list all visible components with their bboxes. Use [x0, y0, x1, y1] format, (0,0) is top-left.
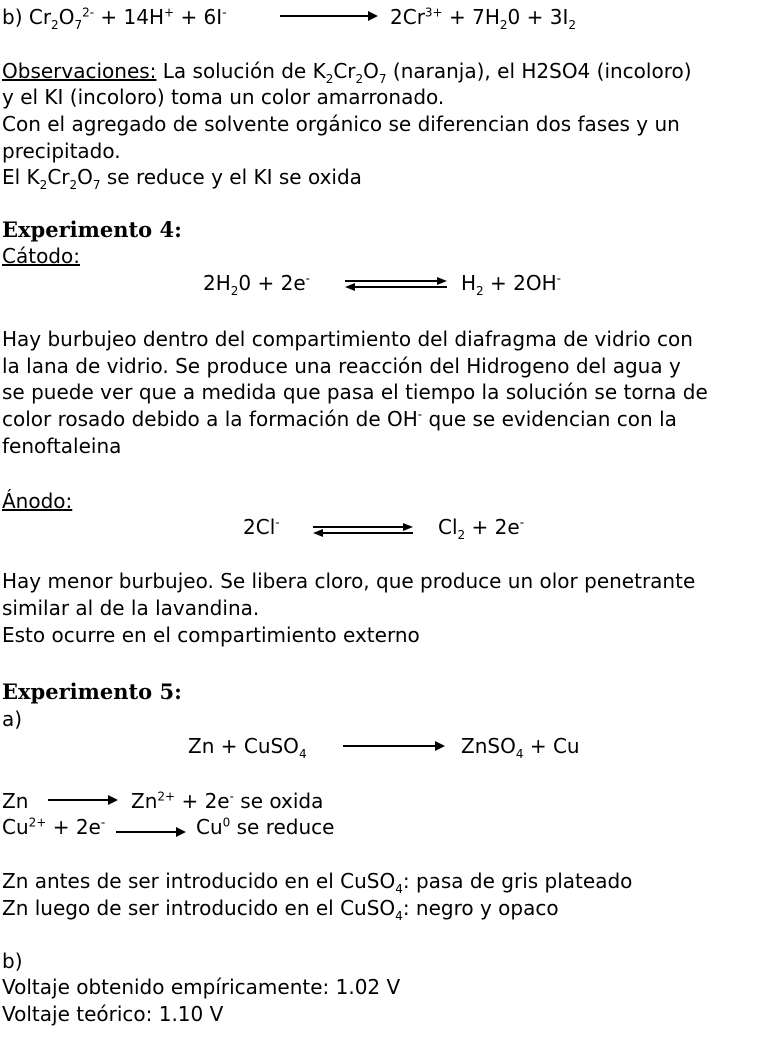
- part-a-label: a): [2, 707, 23, 731]
- observations-line-5: El $K_2Cr_2O_7$ se reduce y el KI se oxida: [2, 165, 362, 192]
- anode-eq-rhs: $Cl_2 + 2e^-$: [438, 515, 525, 542]
- zn-eq-lhs: Zn + CuSO$_4$: [188, 734, 307, 761]
- arrow-right-icon: [280, 8, 380, 24]
- observations-line-4: precipitado.: [2, 139, 121, 163]
- eq-b-lhs: $Cr_2O_7^{2-} + 14H^+ + 6I^-$: [28, 5, 227, 32]
- arrow-right-icon: [48, 792, 120, 808]
- zn-half-lhs: Zn: [2, 789, 29, 813]
- cathode-text-2: la lana de vidrio. Se produce una reacción del Hidrogeno del agua y: [2, 354, 681, 378]
- arrow-right-icon: [343, 738, 447, 754]
- anode-heading: Ánodo:: [2, 489, 73, 513]
- eq-b-rhs: $2Cr^{3+} + 7H_20 + 3I_2$: [390, 5, 576, 32]
- equilibrium-arrow-icon: [313, 522, 415, 538]
- anode-text-2: similar al de la lavandina.: [2, 596, 260, 620]
- zn-before-text: Zn antes de ser introducido en el CuSO$_4$: pasa de gris plateado: [2, 869, 633, 896]
- observations-line-1: Observaciones: La solución de $K_2Cr_2O_7$ (naranja), el H2SO4 (incoloro): [2, 59, 692, 86]
- experiment-5-heading: Experimento 5:: [2, 679, 182, 704]
- cu-half-rhs: Cu$^0$ se reduce: [196, 815, 335, 839]
- cathode-text-1: Hay burbujeo dentro del compartimiento del diafragma de vidrio con: [2, 327, 693, 351]
- voltage-theoretical: Voltaje teórico: 1.10 V: [2, 1002, 224, 1026]
- arrow-right-icon: [116, 824, 188, 840]
- anode-eq-lhs: 2Cl-: [243, 515, 280, 539]
- zn-after-text: Zn luego de ser introducido en el CuSO$_4$: negro y opaco: [2, 896, 559, 923]
- cathode-text-5: fenoftaleina: [2, 434, 122, 458]
- equilibrium-arrow-icon: [345, 276, 449, 292]
- anode-text-1: Hay menor burbujeo. Se libera cloro, que produce un olor penetrante: [2, 569, 696, 593]
- cathode-text-3: se puede ver que a medida que pasa el tiempo la solución se torna de: [2, 380, 708, 404]
- voltage-empirical: Voltaje obtenido empíricamente: 1.02 V: [2, 975, 401, 999]
- observations-line-3: Con el agregado de solvente orgánico se diferencian dos fases y un: [2, 112, 680, 136]
- equation-b: [2, 5, 227, 32]
- zn-half-rhs: $Zn^{2+} + 2e^-$ se oxida: [131, 789, 324, 813]
- observations-line-2: y el KI (incoloro) toma un color amarronado.: [2, 85, 445, 109]
- part-b-label: b): [2, 949, 23, 973]
- anode-text-3: Esto ocurre en el compartimiento externo: [2, 623, 420, 647]
- zn-eq-rhs: ZnSO$_4$ + Cu: [461, 734, 580, 761]
- observations-title: Observaciones:: [2, 59, 157, 83]
- eq-b-label: b): [2, 5, 23, 29]
- cathode-heading: Cátodo:: [2, 244, 80, 268]
- cathode-eq-lhs: $2H_20 + 2e^-$: [203, 271, 310, 298]
- experiment-4-heading: Experimento 4:: [2, 217, 182, 242]
- cu-half-lhs: $Cu^{2+} + 2e^-$: [2, 815, 106, 839]
- cathode-text-4: color rosado debido a la formación de OH- que se evidencian con la: [2, 407, 677, 431]
- cathode-eq-rhs: $H_2 + 2OH^-$: [461, 271, 562, 298]
